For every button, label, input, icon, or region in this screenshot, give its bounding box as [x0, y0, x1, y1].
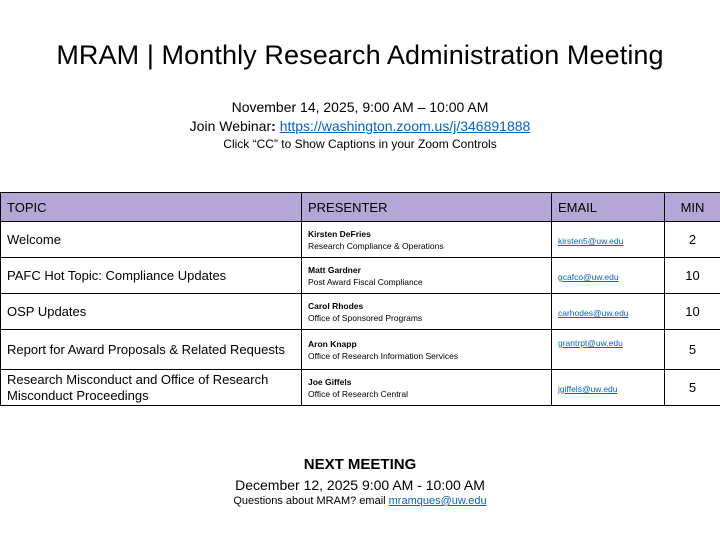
- minutes-cell: 10: [665, 294, 720, 330]
- table-row: [1, 370, 720, 406]
- col-header-email: EMAIL: [552, 193, 665, 222]
- minutes-cell: 2: [665, 222, 720, 258]
- page-title: MRAM | Monthly Research Administration Meeting: [56, 40, 664, 70]
- topic-cell: OSP Updates: [1, 294, 302, 330]
- email-cell: [552, 330, 665, 370]
- table-row: [1, 222, 720, 258]
- topic-cell: Welcome: [1, 222, 302, 258]
- table-row: [1, 258, 720, 294]
- email-link[interactable]: gcafco@uw.edu: [558, 272, 619, 282]
- email-cell: [552, 294, 665, 330]
- email-cell: [552, 258, 665, 294]
- presenter-name: Kirsten DeFries: [308, 228, 371, 239]
- table-row: [1, 294, 720, 330]
- agenda-table: [0, 192, 720, 406]
- presenter-org: Office of Research Central: [308, 388, 408, 399]
- presenter-cell: [302, 370, 552, 406]
- webinar-link[interactable]: https://washington.zoom.us/j/346891888: [279, 118, 531, 134]
- presenter-name: Joe Giffels: [308, 376, 352, 387]
- table-header-row: [1, 193, 720, 222]
- email-cell: [552, 370, 665, 406]
- email-link[interactable]: grantrpt@uw.edu: [558, 338, 623, 348]
- table-row: [1, 330, 720, 370]
- presenter-cell: [302, 258, 552, 294]
- meeting-date: November 14, 2025, 9:00 AM – 10:00 AM: [231, 99, 489, 115]
- webinar-label: Join Webinar: [189, 118, 272, 134]
- topic-cell: Research Misconduct and Office of Research Misconduct Proceedings: [1, 370, 302, 406]
- presenter-org: Research Compliance & Operations: [308, 240, 444, 251]
- webinar-line: [0, 118, 720, 134]
- presenter-cell: [302, 222, 552, 258]
- next-meeting-date: December 12, 2025 9:00 AM - 10:00 AM: [235, 477, 485, 493]
- minutes-cell: 5: [665, 370, 720, 406]
- topic-cell: PAFC Hot Topic: Compliance Updates: [1, 258, 302, 294]
- minutes-cell: 10: [665, 258, 720, 294]
- captions-note: Click “CC” to Show Captions in your Zoom Controls: [223, 137, 497, 151]
- email-link[interactable]: jgiffels@uw.edu: [558, 384, 618, 394]
- presenter-org: Office of Research Information Services: [308, 350, 459, 361]
- presenter-name: Aron Knapp: [308, 338, 357, 349]
- webinar-colon: :: [271, 118, 276, 134]
- questions-email-link[interactable]: mramques@uw.edu: [388, 495, 487, 507]
- presenter-org: Office of Sponsored Programs: [308, 312, 423, 323]
- col-header-topic: TOPIC: [1, 193, 302, 222]
- presenter-name: Matt Gardner: [308, 264, 361, 275]
- questions-text: Questions about MRAM? email: [233, 495, 389, 507]
- next-meeting-heading: NEXT MEETING: [303, 456, 417, 473]
- email-link[interactable]: carhodes@uw.edu: [558, 308, 629, 318]
- presenter-cell: [302, 330, 552, 370]
- topic-cell: Report for Award Proposals & Related Requests: [1, 330, 302, 370]
- presenter-cell: [302, 294, 552, 330]
- col-header-presenter: PRESENTER: [302, 193, 552, 222]
- email-link[interactable]: kirsten5@uw.edu: [558, 236, 624, 246]
- minutes-cell: 5: [665, 330, 720, 370]
- presenter-org: Post Award Fiscal Compliance: [308, 276, 423, 287]
- questions-line: [0, 495, 720, 507]
- col-header-min: MIN: [665, 193, 720, 222]
- presenter-name: Carol Rhodes: [308, 300, 364, 311]
- email-cell: [552, 222, 665, 258]
